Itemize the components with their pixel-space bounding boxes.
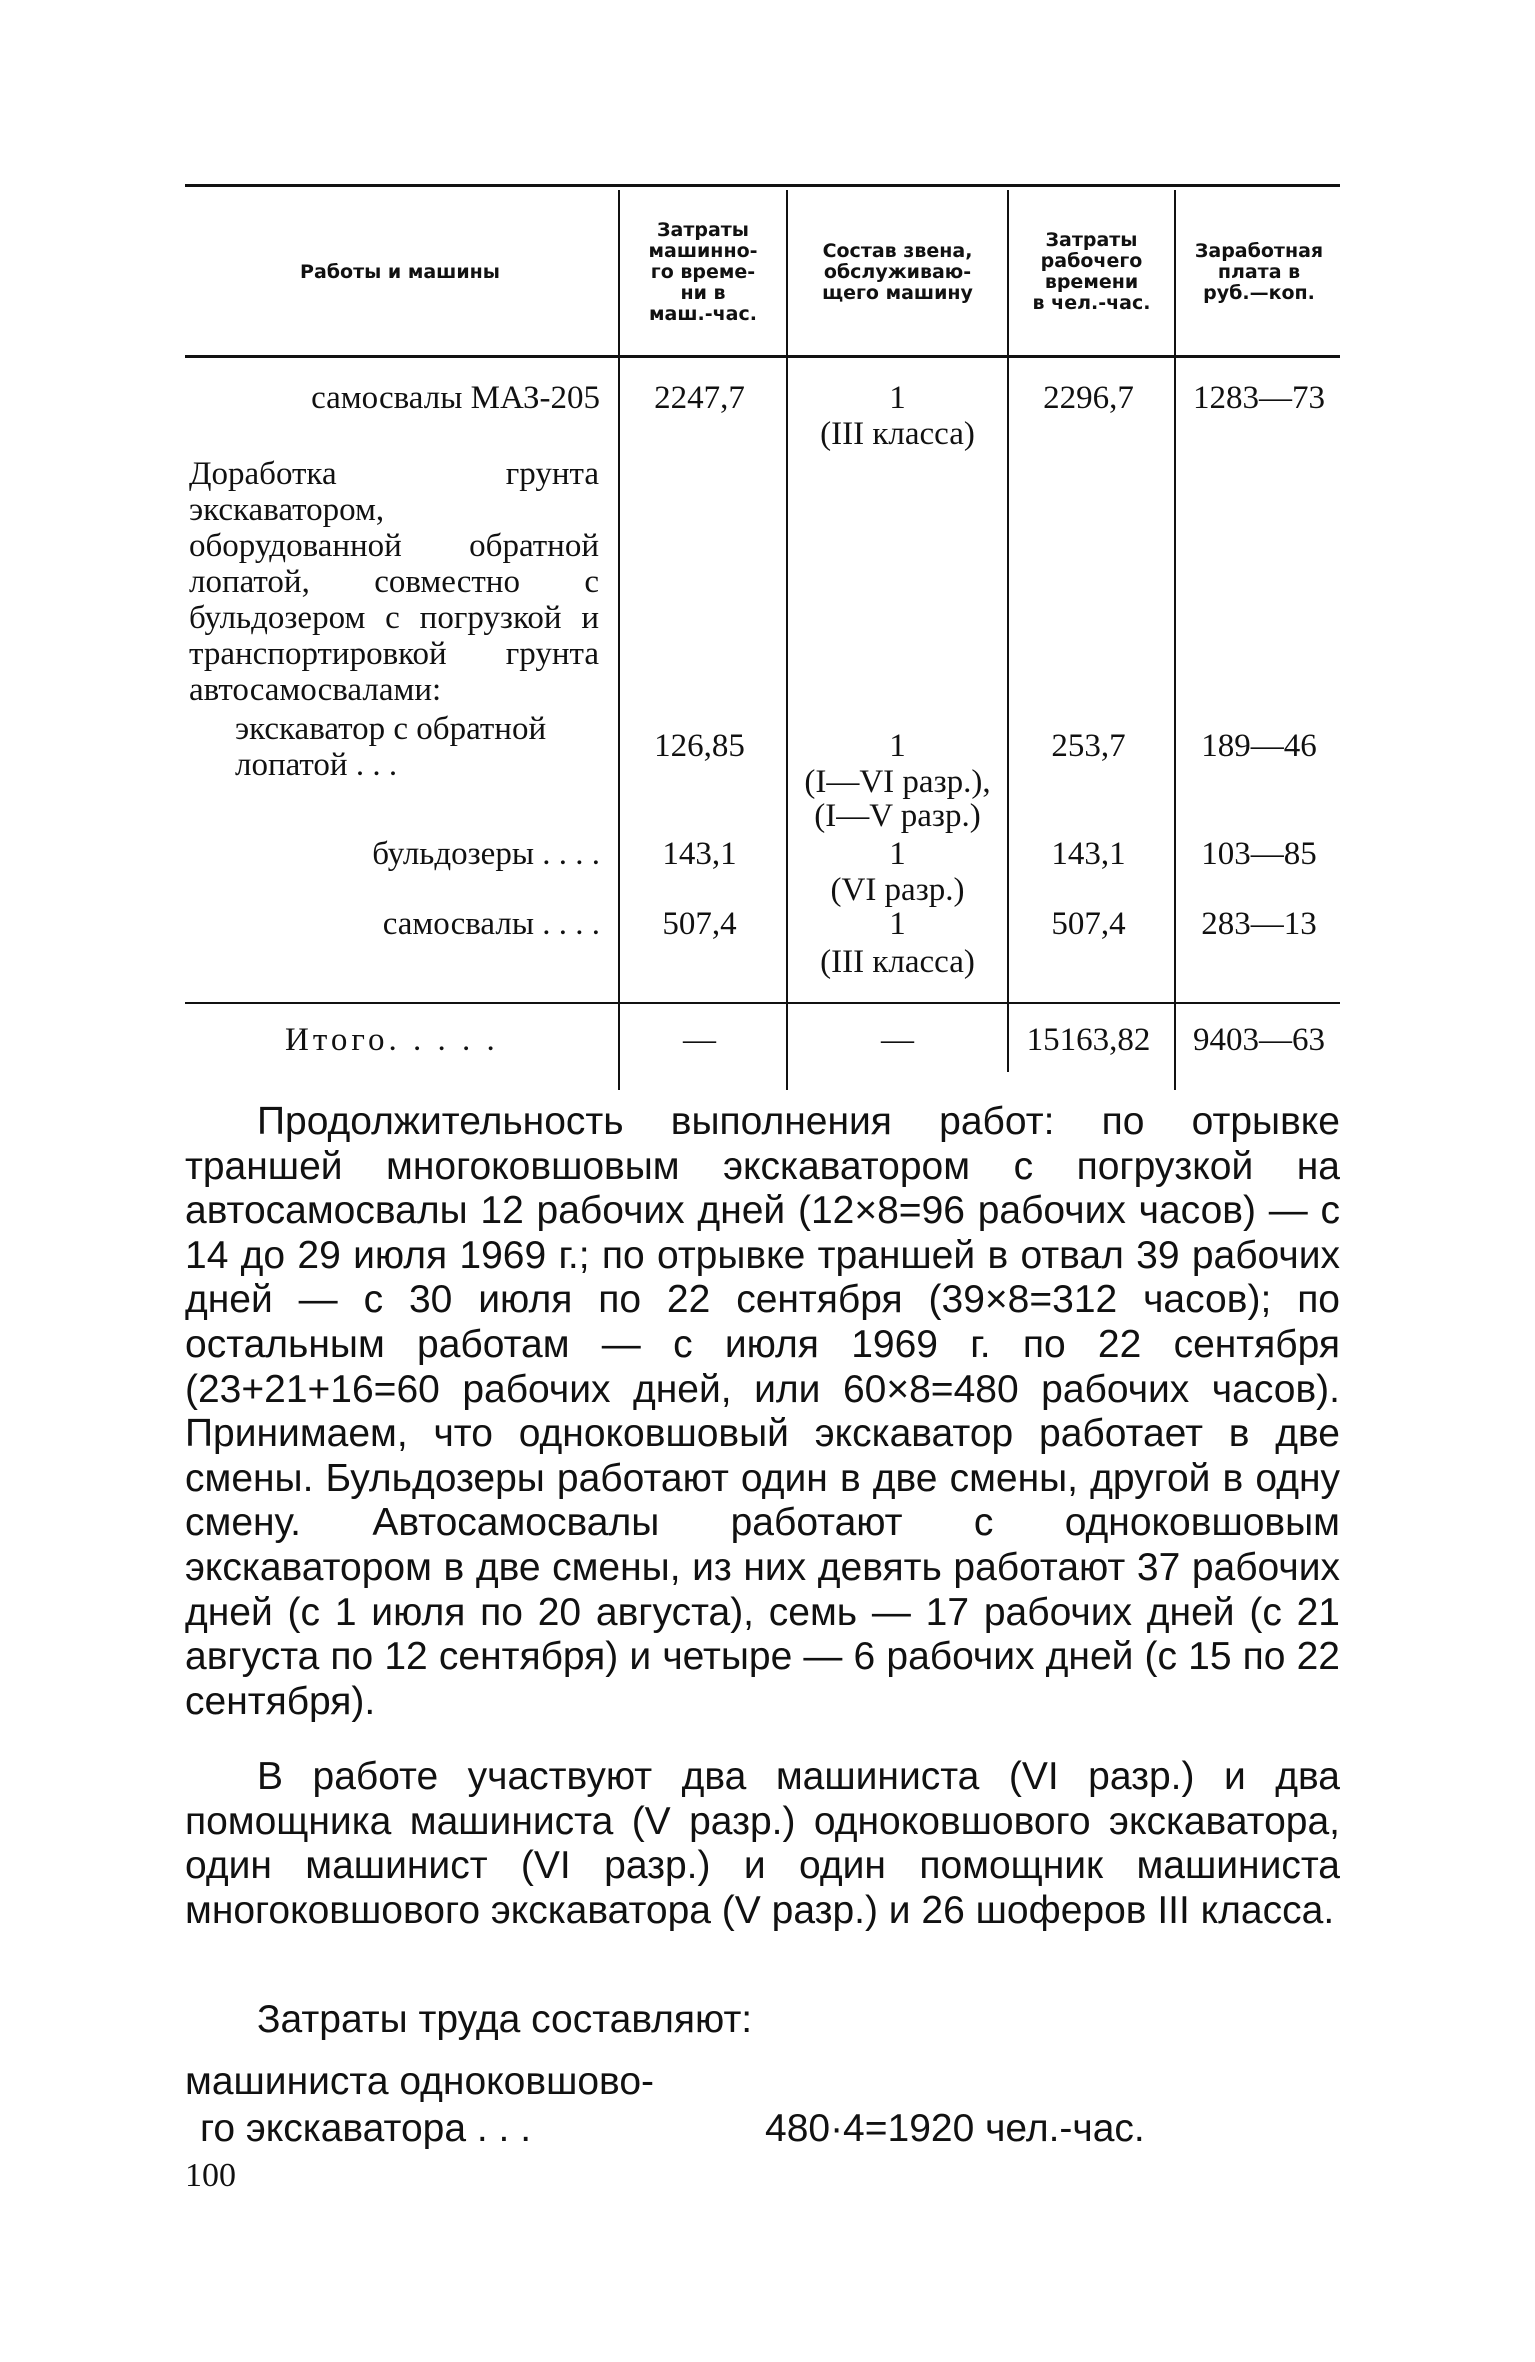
table-cell-machine-hours: 507,4 <box>662 906 737 942</box>
table-cell-crew-class: (III класса) <box>820 944 975 980</box>
column-divider <box>786 190 788 1090</box>
table-cell-wages: 1283—73 <box>1193 380 1325 416</box>
table-cell-wages: 189—46 <box>1201 728 1317 764</box>
labour-item-name: машиниста одноковшово- <box>185 2060 655 2103</box>
table-cell-machine-hours: 143,1 <box>662 836 737 872</box>
table-total-rule <box>185 1002 1340 1004</box>
page-number: 100 <box>185 2157 236 2194</box>
table-cell-crew-class: (I—VI разр.), <box>804 764 991 800</box>
table-total-label: Итого. . . . . <box>285 1022 499 1058</box>
labour-item-name-continued: го экскаватора . . . <box>200 2107 532 2150</box>
labour-costs-title: Затраты труда составляют: <box>257 1998 753 2041</box>
table-total-wages: 9403—63 <box>1193 1022 1325 1058</box>
header-man-hours: Затраты рабочего времени в чел.-час. <box>1032 229 1151 314</box>
labour-item-calculation: 480·4=1920 чел.-час. <box>765 2107 1145 2150</box>
table-top-rule <box>185 184 1340 187</box>
table-row-work: самосвалы . . . . <box>382 906 600 942</box>
table-cell-man-hours: 143,1 <box>1051 836 1126 872</box>
header-works-machines: Работы и машины <box>300 260 500 283</box>
header-wages: Заработная плата в руб.—коп. <box>1194 239 1324 304</box>
column-divider <box>618 190 620 1090</box>
table-total-crew: — <box>881 1022 914 1058</box>
paragraph-crew: В работе участвуют два машиниста (VI разр.) и два помощника машиниста (V разр.) одноковшового экскаватора, один машинист (VI разр.) и один помощник машиниста многоковшового экскаватора (V разр.) и 26 шоферов III класса. <box>185 1755 1340 1932</box>
table-header-rule <box>185 355 1340 358</box>
column-divider <box>1007 190 1009 1072</box>
table-cell-man-hours: 507,4 <box>1051 906 1126 942</box>
table-row-description: Доработка грунта экскаватором, оборудованной обратной лопатой, совместно с бульдозером с погрузкой и транспортировкой грунта автосамосвалами: <box>189 456 599 708</box>
table-cell-crew-class: (III класса) <box>820 416 975 452</box>
header-machine-hours: Затраты машинно- го време- ни в маш.-час. <box>648 218 758 325</box>
table-total-machine-hours: — <box>683 1022 716 1058</box>
table-cell-wages: 283—13 <box>1201 906 1317 942</box>
paragraph-duration: Продолжительность выполнения работ: по отрывке траншей многоковшовым экскаватором с погрузкой на автосамосвалы 12 рабочих дней (12×8=96 рабочих часов) — с 14 до 29 июля 1969 г.; по отрывке траншей в отвал 39 рабочих дней — с 30 июля по 22 сентября (39×8=312 часов); по остальным работам — с июля 1969 г. по 22 сентября (23+21+16=60 рабочих дней, или 60×8=480 рабочих часов). Принимаем, что одноковшовый экскаватор работает в две смены. Бульдозеры работают один в две смены, другой в одну смену. Автосамосвалы работают с одноковшовым экскаватором в две смены, из них девять работают 37 рабочих дней (с 1 июля по 20 августа), семь — 17 рабочих дней (с 21 августа по 12 сентября) и четыре — 6 рабочих дней (с 15 по 22 сентября). <box>185 1100 1340 1723</box>
table-total-man-hours: 15163,82 <box>1026 1022 1151 1058</box>
table-row-work: самосвалы МАЗ-205 <box>311 380 600 416</box>
table-cell-crew-count: 1 <box>889 836 906 872</box>
table-cell-man-hours: 2296,7 <box>1043 380 1134 416</box>
table-cell-crew-count: 1 <box>889 728 906 764</box>
table-cell-crew-class: (VI разр.) <box>830 872 965 908</box>
table-cell-crew-class-2: (I—V разр.) <box>814 798 981 834</box>
table-row-work: бульдозеры . . . . <box>372 836 600 872</box>
column-divider <box>1174 190 1176 1090</box>
table-cell-crew-count: 1 <box>889 380 906 416</box>
table-cell-man-hours: 253,7 <box>1051 728 1126 764</box>
table-row-work: экскаватор с обратной лопатой . . . <box>235 711 547 783</box>
table-cell-wages: 103—85 <box>1201 836 1317 872</box>
table-cell-crew-count: 1 <box>889 906 906 942</box>
table-cell-machine-hours: 2247,7 <box>654 380 745 416</box>
table-cell-machine-hours: 126,85 <box>654 728 745 764</box>
header-crew: Состав звена, обслуживаю- щего машину <box>822 239 973 304</box>
